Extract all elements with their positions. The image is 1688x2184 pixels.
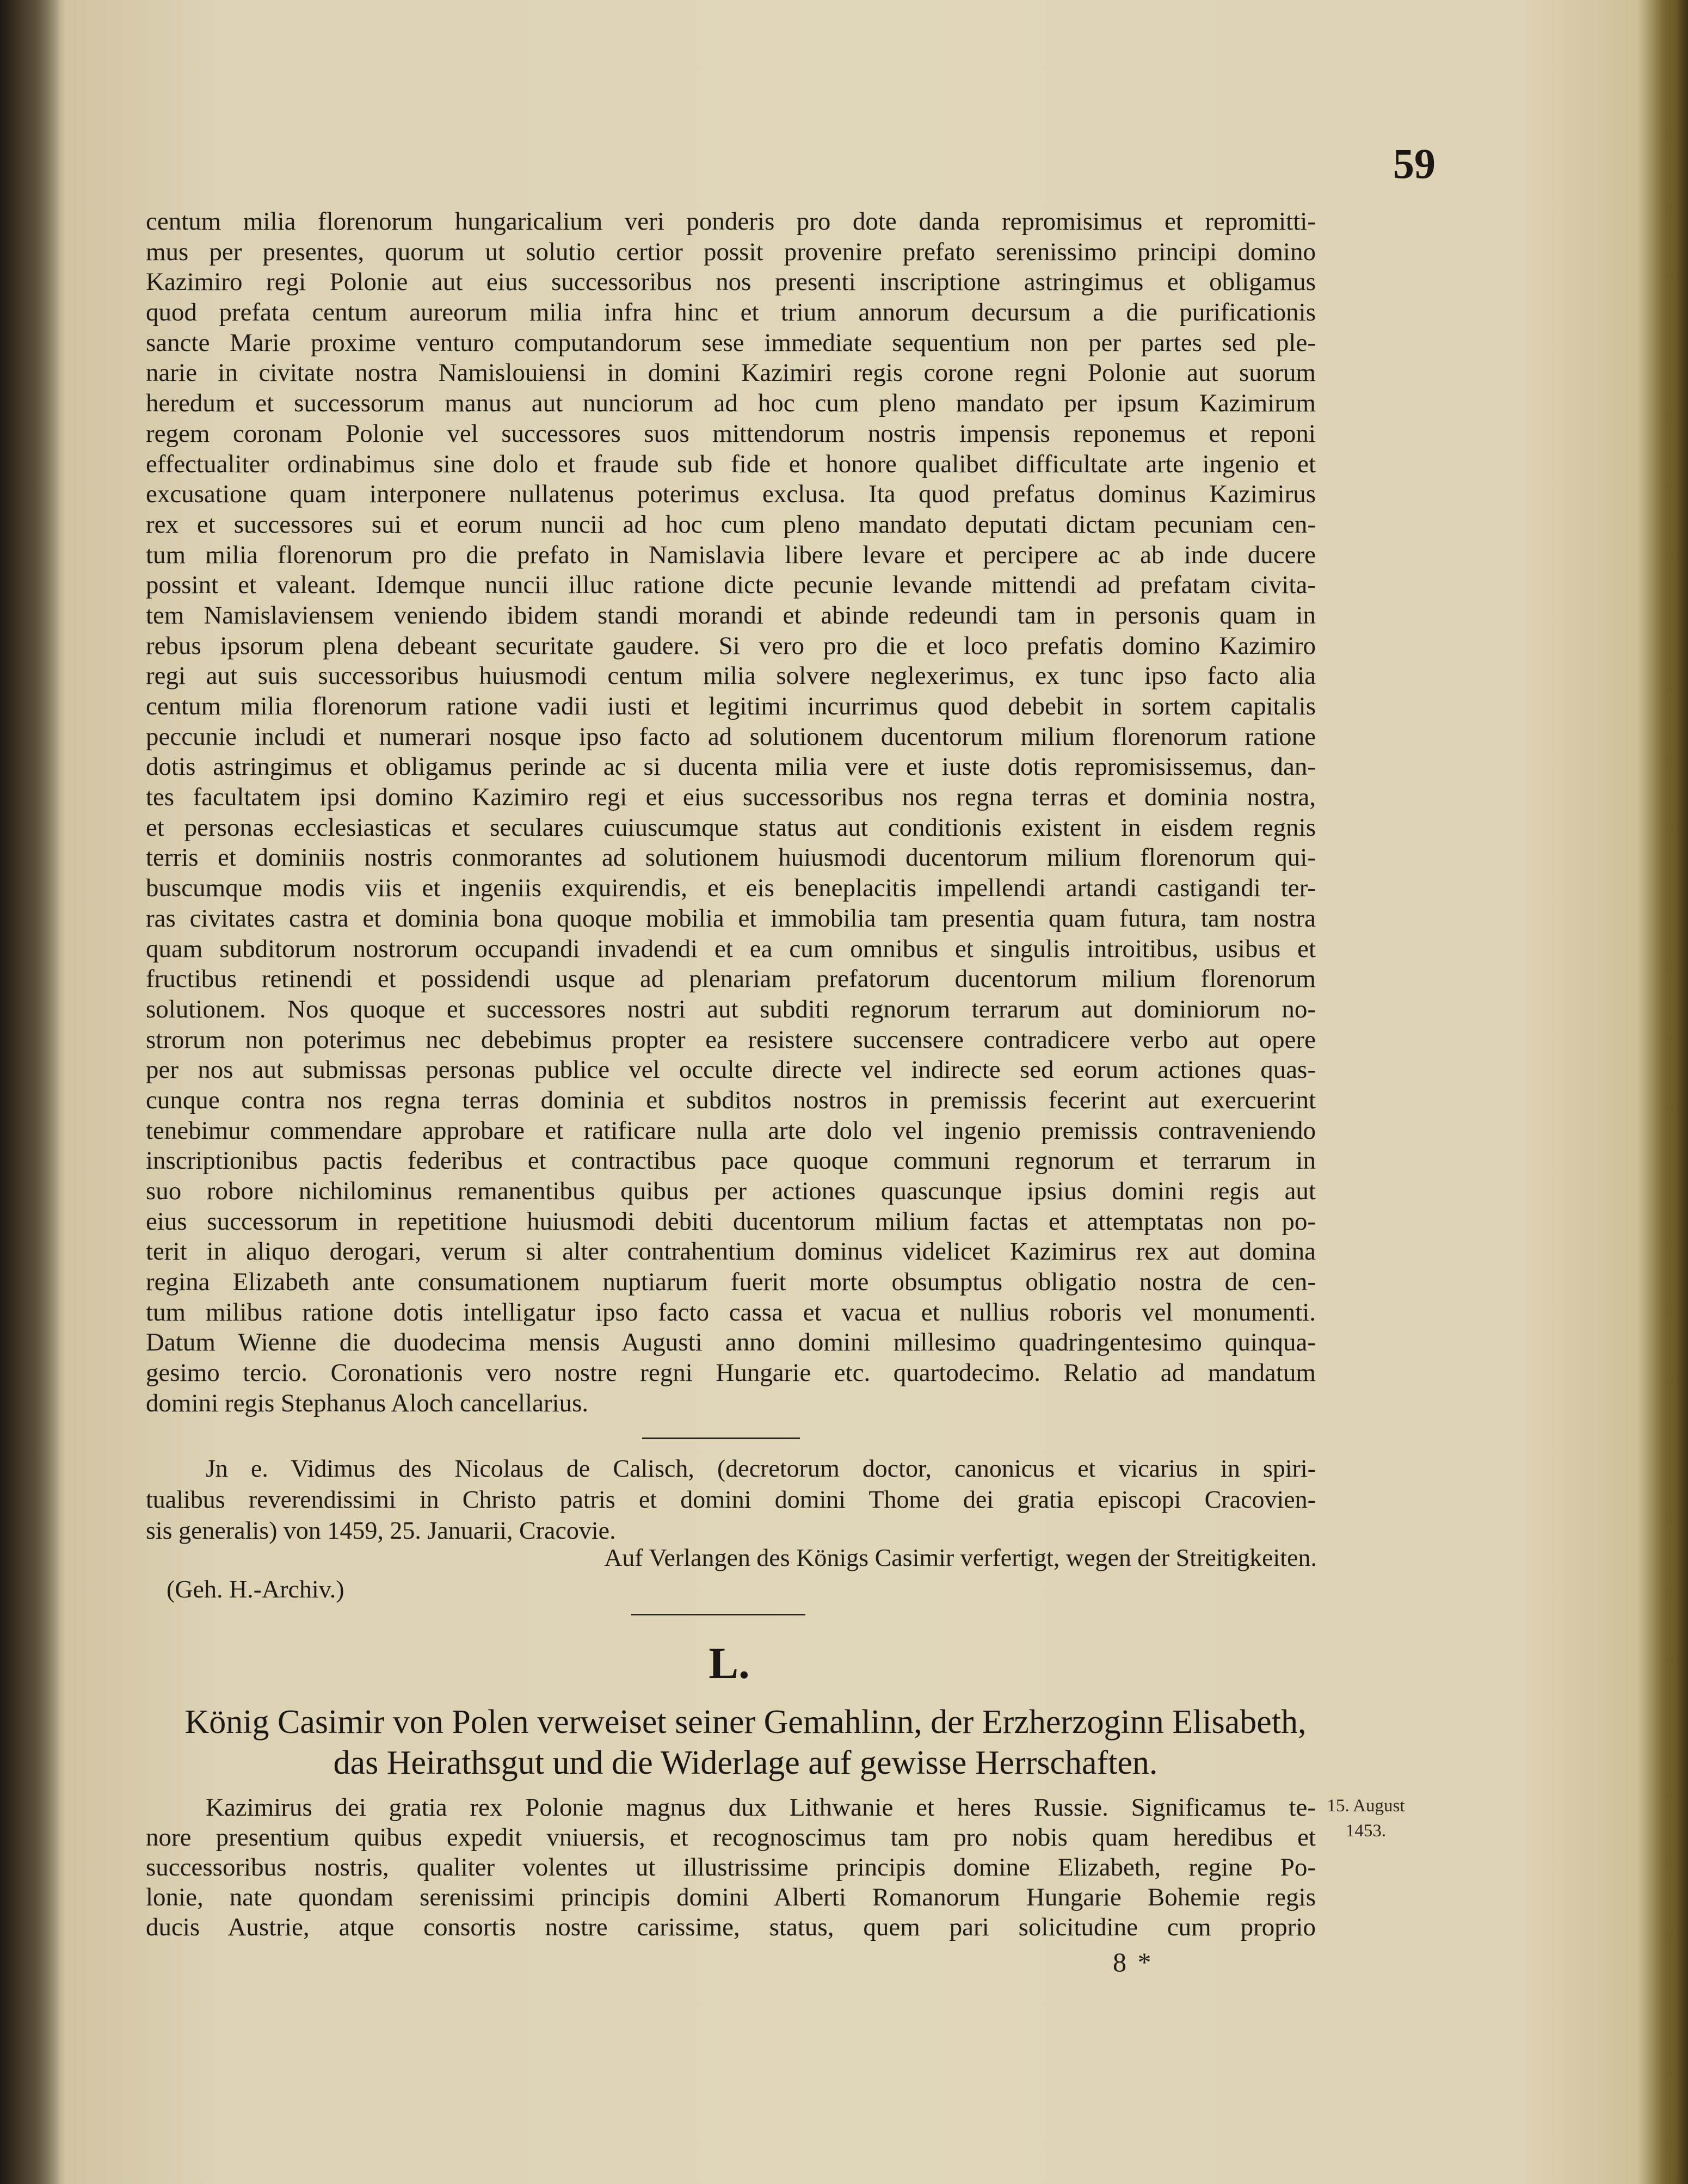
body-line: strorum non poterimus nec debebimus propter ea resistere succensere contradicere verbo aut opere — [146, 1025, 1316, 1054]
body-line: quam subditorum nostrorum occupandi invadendi et ea cum omnibus et singulis introitibus, usibus et — [146, 934, 1316, 963]
body-line: narie in civitate nostra Namislouiensi in domini Kazimiri regis corone regni Polonie aut suorum — [146, 359, 1316, 387]
body-line: centum milia florenorum hungaricalium veri ponderis pro dote danda repromisimus et repromitti- — [146, 207, 1316, 236]
body-line: mus per presentes, quorum ut solutio certior possit provenire prefato serenissimo principi domino — [146, 237, 1316, 266]
vidimus-line: sis generalis) von 1459, 25. Januarii, Cracovie. — [146, 1516, 616, 1544]
body-line: regina Elizabeth ante consumationem nuptiarum fuerit morte obsumptus obligatio nostra de cen- — [146, 1268, 1316, 1297]
body-line: sancte Marie proxime venturo computandorum sese immediate sequentium non per partes sed ple- — [146, 328, 1316, 357]
section-number: L. — [709, 1638, 750, 1688]
body-line: terris et dominiis nostris conmorantes ad solutionem huiusmodi ducentorum milium florenorum qui- — [146, 843, 1316, 872]
body-line: tes facultatem ipsi domino Kazimiro regi et eius successoribus nos regna terras et dominia nostra, — [146, 783, 1316, 812]
page-number: 59 — [1393, 140, 1436, 187]
document-heading — [180, 1702, 1311, 1784]
body-line: fructibus retinendi et possidendi usque ad plenariam prefatorum ducentorum milium florenorum — [146, 965, 1316, 994]
body-line: terit in aliquo derogari, verum si alter contrahentium dominus videlicet Kazimirus rex aut domina — [146, 1237, 1316, 1266]
archive-source: (Geh. H.-Archiv.) — [167, 1575, 344, 1603]
body-line: peccunie includi et numerari nosque ipso facto ad solutionem ducentorum milium florenorum ratione — [146, 722, 1316, 751]
body-line: heredum et successorum manus aut nunciorum ad hoc cum pleno mandato per ipsum Kazimirum — [146, 389, 1316, 418]
margin-date-line: 15. August — [1327, 1796, 1405, 1816]
body-line: excusatione quam interponere nullatenus poterimus exclusa. Ita quod prefatus dominus Kazimirus — [146, 480, 1316, 509]
body-line: regem coronam Polonie vel successores suos mittendorum nostris impensis reponemus et reponi — [146, 419, 1316, 448]
auf-verlangen-note: Auf Verlangen des Königs Casimir verfertigt, wegen der Streitigkeiten. — [604, 1544, 1317, 1571]
body-line: domini regis Stephanus Aloch cancellarius. — [146, 1389, 589, 1417]
charter-line: ducis Austrie, atque consortis nostre carissime, status, quem pari solicitudine cum proprio — [146, 1913, 1316, 1941]
body-line: regi aut suis successoribus huiusmodi centum milia solvere neglexerimus, ex tunc ipso facto alia — [146, 662, 1316, 690]
margin-date-line: 1453. — [1345, 1821, 1387, 1841]
body-line: solutionem. Nos quoque et successores nostri aut subditi regnorum terrarum aut dominiorum no- — [146, 995, 1316, 1023]
body-line: tem Namislaviensem veniendo ibidem standi morandi et abinde redeundi tam in personis quam in — [146, 601, 1316, 630]
charter-text — [146, 1793, 1316, 1942]
charter-body-text — [146, 207, 1316, 1419]
body-line: suo robore nichilominus remanentibus quibus per actiones quascunque ipsius domini regis aut — [146, 1177, 1316, 1205]
charter-line: Kazimirus dei gratia rex Polonie magnus dux Lithwanie et heres Russie. Significamus te- — [206, 1793, 1316, 1822]
charter-line: lonie, nate quondam serenissimi principis domini Alberti Romanorum Hungarie Bohemie regis — [146, 1883, 1316, 1911]
body-line: possint et valeant. Idemque nuncii illuc ratione dicte pecunie levande mittendi ad prefatam civita- — [146, 571, 1316, 600]
body-line: eius successorum in repetitione huiusmodi debiti ducentorum milium factas et attemptatas non po- — [146, 1207, 1316, 1236]
heading-line: das Heirathsgut und die Widerlage auf gewisse Herrschaften. — [333, 1744, 1158, 1781]
body-line: ras civitates castra et dominia bona quoque mobilia et immobilia tam presentia quam futura, tam nostra — [146, 904, 1316, 933]
body-line: buscumque modis viis et ingeniis exquirendis, et eis beneplacitis impellendi artandi castigandi ter- — [146, 874, 1316, 903]
body-line: rebus ipsorum plena debeant securitate gaudere. Si vero pro die et loco prefatis domino Kazimiro — [146, 631, 1316, 660]
vidimus-line: Jn e. Vidimus des Nicolaus de Calisch, (decretorum doctor, canonicus et vicarius in spiri- — [206, 1454, 1316, 1482]
book-gutter-shadow — [0, 0, 65, 2184]
body-line: rex et successores sui et eorum nuncii ad hoc cum pleno mandato deputati dictam pecuniam cen- — [146, 510, 1316, 539]
body-line: centum milia florenorum ratione vadii iusti et legitimi incurrimus quod debebit in sortem capitalis — [146, 692, 1316, 720]
margin-date-note — [1317, 1793, 1415, 1843]
body-line: gesimo tercio. Coronationis vero nostre regni Hungarie etc. quartodecimo. Relatio ad mandatum — [146, 1359, 1316, 1387]
body-line: dotis astringimus et obligamus perinde ac si ducenta milia vere et iuste dotis repromisissemus, dan- — [146, 752, 1316, 781]
signature-mark: 8 * — [1113, 1947, 1154, 1977]
heading-line: König Casimir von Polen verweiset seiner Gemahlinn, der Erzherzoginn Elisabeth, — [184, 1704, 1307, 1741]
separator-rule-1 — [642, 1438, 800, 1439]
body-line: Kazimiro regi Polonie aut eius successoribus nos presenti inscriptione astringimus et obligamus — [146, 268, 1316, 297]
body-line: quod prefata centum aureorum milia infra hinc et trium annorum decursum a die purificationis — [146, 298, 1316, 327]
vidimus-line: tualibus reverendissimi in Christo patris et domini domini Thome dei gratia episcopi Cracovien- — [146, 1485, 1316, 1513]
charter-line: successoribus nostris, qualiter volentes ut illustrissime principis domine Elizabeth, regine Po- — [146, 1853, 1316, 1881]
body-line: tum milibus ratione dotis intelligatur ipso facto cassa et vacua et nullius roboris vel monumenti. — [146, 1298, 1316, 1327]
vidimus-note — [146, 1453, 1316, 1546]
charter-line: nore presentium quibus expedit vniuersis, et recognoscimus tam pro nobis quam heredibus et — [146, 1823, 1316, 1852]
separator-rule-2 — [631, 1614, 805, 1615]
body-line: per nos aut submissas personas publice vel occulte directe vel indirecte sed eorum actiones quas- — [146, 1056, 1316, 1084]
body-line: tenebimur commendare approbare et ratificare nulla arte dolo vel ingenio premissis contraveniendo — [146, 1116, 1316, 1145]
body-line: cunque contra nos regna terras dominia et subditos nostros in premissis fecerint aut exercuerint — [146, 1085, 1316, 1114]
body-line: tum milia florenorum pro die prefato in Namislavia libere levare et percipere ac ab inde ducere — [146, 540, 1316, 569]
body-line: effectualiter ordinabimus sine dolo et fraude sub fide et honore qualibet difficultate arte ingenio et — [146, 449, 1316, 478]
page-fore-edge — [1655, 0, 1688, 2184]
body-line: inscriptionibus pactis federibus et contractibus pace quoque communi regnorum et terrarum in — [146, 1146, 1316, 1175]
body-line: Datum Wienne die duodecima mensis Augusti anno domini millesimo quadringentesimo quinqua- — [146, 1328, 1316, 1357]
body-line: et personas ecclesiasticas et seculares cuiuscumque status aut conditionis existent in eisdem regnis — [146, 813, 1316, 842]
